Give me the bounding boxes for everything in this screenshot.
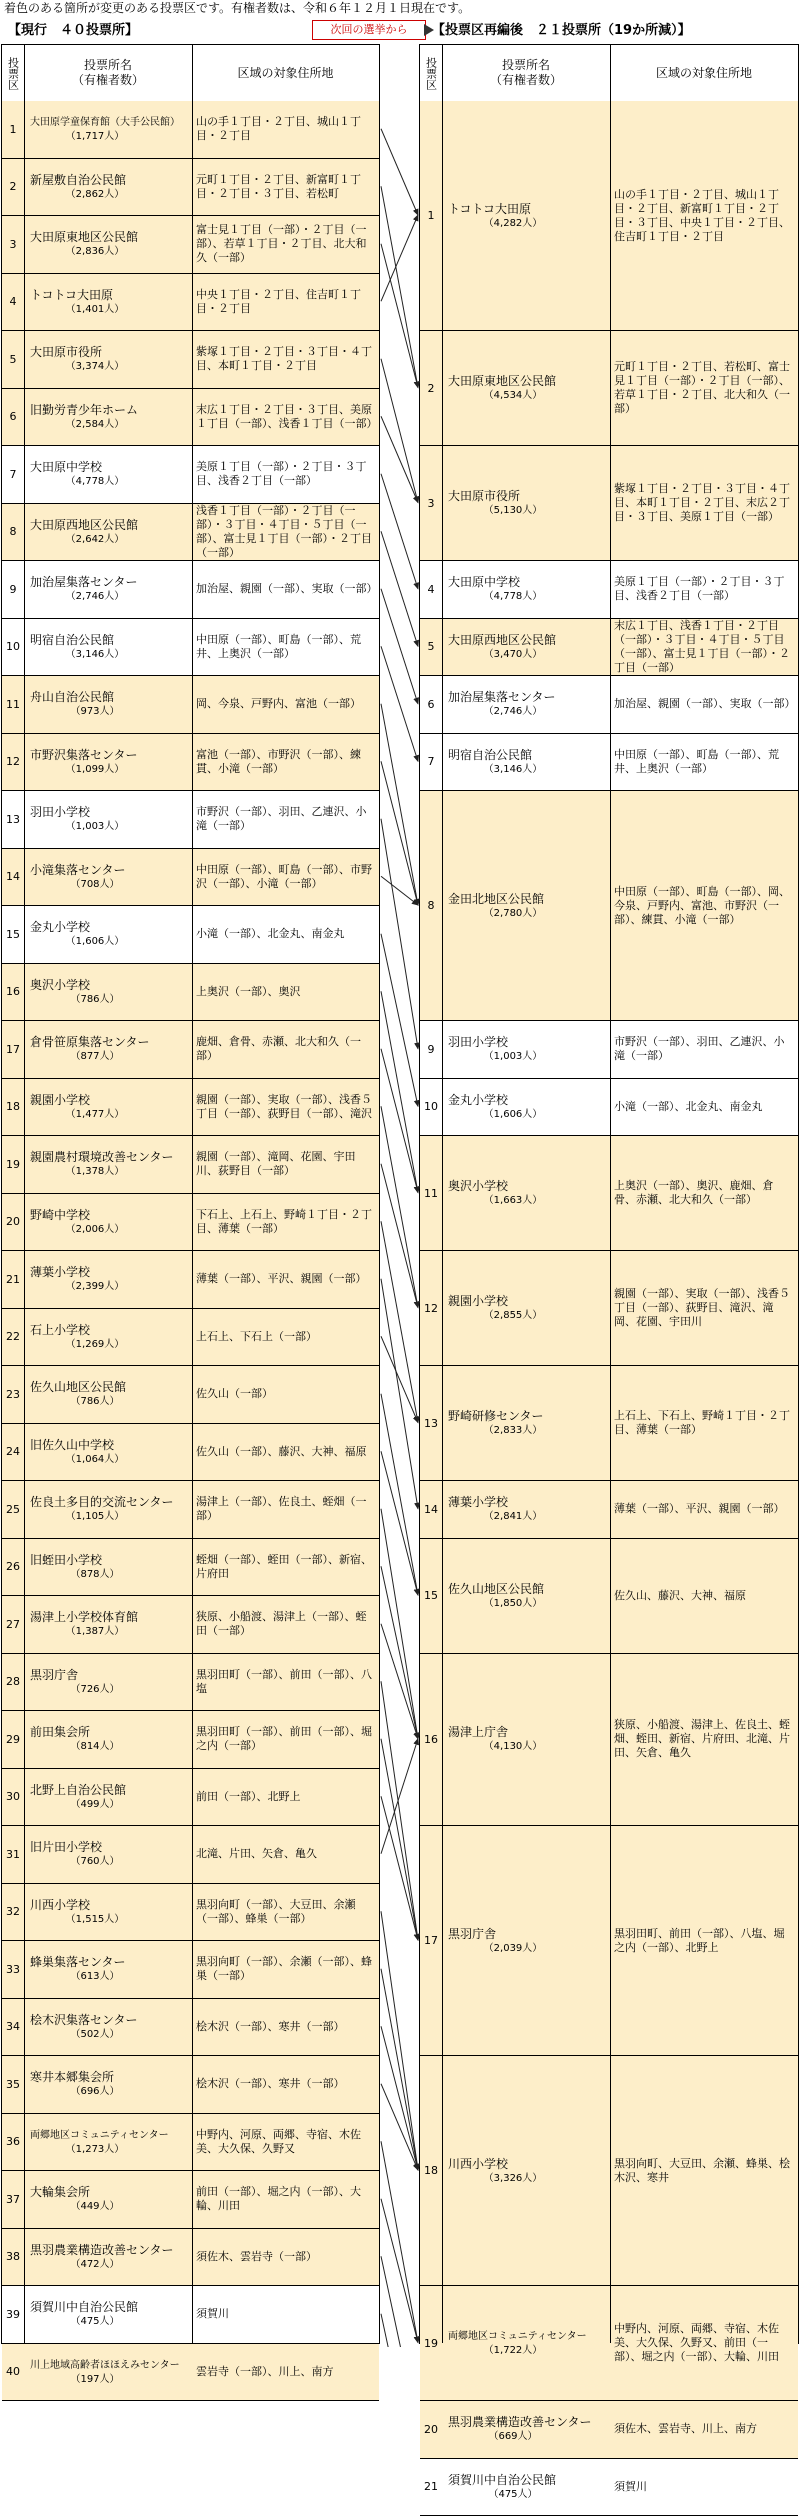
voter-count: （4,282人） — [448, 217, 578, 230]
polling-place-name: 大輪集会所 — [30, 2185, 192, 2200]
voter-count: （696人） — [30, 2085, 160, 2098]
precinct-number: 20 — [2, 1194, 24, 1251]
voter-count: （1,378人） — [30, 1165, 160, 1178]
mapping-arrow — [381, 876, 418, 905]
area-addresses: 下石上、上石上、野崎１丁目・２丁目、薄葉（一部） — [192, 1194, 379, 1251]
precinct-number: 19 — [420, 2286, 442, 2400]
mapping-arrow — [381, 244, 418, 388]
precinct-number: 16 — [420, 1654, 442, 1826]
precinct-number: 28 — [2, 1654, 24, 1711]
polling-place-name: 須賀川中自治公民館 — [30, 2300, 192, 2315]
polling-place-name: 薄葉小学校 — [448, 1495, 610, 1510]
area-addresses: 中野内、河原、両郷、寺宿、木佐美、大久保、久野又、前田（一部）、堀之内（一部）、大輪、川田 — [610, 2286, 798, 2400]
precinct-number: 29 — [2, 1711, 24, 1768]
precinct-number: 33 — [2, 1941, 24, 1998]
voter-count: （197人） — [30, 2373, 160, 2386]
polling-place-name: 親園小学校 — [30, 1093, 192, 1108]
area-addresses: 紫塚１丁目・２丁目・３丁目・４丁目、本町１丁目・２丁目、末広２丁目・３丁目、美原１丁目（一部） — [610, 446, 798, 560]
area-addresses: 須佐木、雲岩寺、川上、南方 — [610, 2401, 798, 2458]
precinct-number: 13 — [420, 1366, 442, 1480]
polling-place-name: 須賀川中自治公民館 — [448, 2473, 610, 2488]
area-addresses: 中田原（一部）、町島（一部）、荒井、上奥沢（一部） — [610, 734, 798, 791]
mapping-arrow — [381, 704, 418, 905]
current-title: 【現行 ４０投票所】 — [8, 22, 138, 40]
polling-place-name: 両郷地区コミュニティセンター — [448, 2329, 610, 2344]
voter-count: （1,105人） — [30, 1510, 160, 1523]
area-addresses: 中野内、河原、両郷、寺宿、木佐美、大久保、久野又 — [192, 2114, 379, 2171]
area-addresses: 須佐木、雲岩寺（一部） — [192, 2229, 379, 2286]
area-addresses: 薄葉（一部）、平沢、親園（一部） — [192, 1251, 379, 1308]
mapping-arrow — [381, 1106, 418, 1307]
area-addresses: 桧木沢（一部）、寒井（一部） — [192, 2056, 379, 2113]
area-addresses: 北滝、片田、矢倉、亀久 — [192, 1826, 379, 1883]
voter-count: （2,746人） — [448, 705, 578, 718]
polling-place-name: 野崎研修センター — [448, 1409, 610, 1424]
voter-count: （5,130人） — [448, 504, 578, 517]
mapping-arrow — [381, 646, 418, 761]
voter-count: （475人） — [30, 2315, 160, 2328]
area-addresses: 蛭畑（一部）、蛭田（一部）、新宿、片府田 — [192, 1539, 379, 1596]
voter-count: （1,064人） — [30, 1453, 160, 1466]
polling-place-name: 黒羽庁舎 — [448, 1927, 610, 1942]
col-name-header: 投票所名 （有権者数） — [24, 45, 192, 101]
polling-place-name: 明宿自治公民館 — [30, 633, 192, 648]
area-addresses: 黒羽向町（一部）、余瀬（一部）、蜂巣（一部） — [192, 1941, 379, 1998]
area-addresses: 上奥沢（一部）、奥沢、鹿畑、倉骨、赤瀬、北大和久（一部） — [610, 1136, 798, 1250]
mapping-arrow — [381, 1049, 418, 1193]
area-addresses: 前田（一部）、北野上 — [192, 1769, 379, 1826]
area-addresses: 中田原（一部）、町島（一部）、荒井、上奥沢（一部） — [192, 619, 379, 676]
voter-count: （1,003人） — [30, 820, 160, 833]
voter-count: （708人） — [30, 878, 160, 891]
precinct-number: 8 — [2, 504, 24, 561]
polling-place-name: 寒井本郷集会所 — [30, 2070, 192, 2085]
area-addresses: 前田（一部）、堀之内（一部）、大輪、川田 — [192, 2171, 379, 2228]
precinct-number: 31 — [2, 1826, 24, 1883]
mapping-arrow — [381, 1911, 418, 2170]
precinct-number: 11 — [2, 676, 24, 733]
area-addresses: 黒羽田町（一部）、前田（一部）、堀之内（一部） — [192, 1711, 379, 1768]
precinct-number: 2 — [420, 331, 442, 445]
voter-count: （449人） — [30, 2200, 160, 2213]
area-addresses: 市野沢（一部）、羽田、乙連沢、小滝（一部） — [610, 1021, 798, 1078]
voter-count: （1,269人） — [30, 1338, 160, 1351]
mapping-arrow — [381, 474, 418, 589]
polling-place-name: 新屋敷自治公民館 — [30, 173, 192, 188]
area-addresses: 岡、今泉、戸野内、富池（一部） — [192, 676, 379, 733]
area-addresses: 狭原、小船渡、湯津上（一部）、蛭田（一部） — [192, 1596, 379, 1653]
voter-count: （2,746人） — [30, 590, 160, 603]
polling-place-name: 大田原西地区公民館 — [448, 633, 610, 648]
polling-place-name: 明宿自治公民館 — [448, 748, 610, 763]
mapping-arrow — [381, 1739, 418, 1854]
precinct-number: 10 — [2, 619, 24, 676]
mapping-arrow — [381, 819, 418, 1049]
mapping-arrow — [381, 1739, 418, 1940]
area-addresses: 加治屋、親園（一部）、実取（一部） — [610, 676, 798, 733]
new-title: 【投票区再編後 ２１投票所（19か所減）】 — [432, 22, 691, 40]
voter-count: （499人） — [30, 1798, 160, 1811]
voter-count: （1,477人） — [30, 1108, 160, 1121]
area-addresses: 上石上、下石上（一部） — [192, 1309, 379, 1366]
polling-place-name: 旧片田小学校 — [30, 1840, 192, 1855]
precinct-number: 40 — [2, 2344, 24, 2401]
precinct-number: 14 — [420, 1481, 442, 1538]
polling-place-name: 倉骨笹原集落センター — [30, 1035, 192, 1050]
precinct-number: 12 — [420, 1251, 442, 1365]
voter-count: （2,039人） — [448, 1942, 578, 1955]
voter-count: （3,146人） — [30, 648, 160, 661]
voter-count: （760人） — [30, 1855, 160, 1868]
voter-count: （613人） — [30, 1970, 160, 1983]
voter-count: （2,841人） — [448, 1510, 578, 1523]
precinct-number: 6 — [420, 676, 442, 733]
polling-place-name: 大田原中学校 — [30, 460, 192, 475]
area-addresses: 親園（一部）、実取（一部）、浅香５丁目（一部）、荻野目、滝沢、滝岡、花園、宇田川 — [610, 1251, 798, 1365]
precinct-number: 3 — [2, 216, 24, 273]
precinct-number: 26 — [2, 1539, 24, 1596]
precinct-number: 19 — [2, 1136, 24, 1193]
precinct-number: 34 — [2, 1999, 24, 2056]
area-addresses: 佐久山（一部）、藤沢、大神、福原 — [192, 1424, 379, 1481]
voter-count: （502人） — [30, 2028, 160, 2041]
mapping-arrow — [381, 129, 418, 215]
precinct-number: 37 — [2, 2171, 24, 2228]
polling-place-name: 旧佐久山中学校 — [30, 1438, 192, 1453]
voter-count: （2,642人） — [30, 533, 160, 546]
polling-place-name: 親園小学校 — [448, 1294, 610, 1309]
area-addresses: 黒羽田町（一部）、前田（一部）、八塩 — [192, 1654, 379, 1711]
precinct-number: 2 — [2, 159, 24, 216]
precinct-number: 18 — [420, 2056, 442, 2285]
polling-place-name: トコトコ大田原 — [448, 202, 610, 217]
mapping-arrow — [381, 186, 418, 387]
precinct-number: 12 — [2, 734, 24, 791]
col-number-header: 投票区 — [420, 45, 442, 101]
precinct-number: 3 — [420, 446, 442, 560]
area-addresses: 富士見１丁目（一部）・２丁目（一部）、若草１丁目・２丁目、北大和久（一部） — [192, 216, 379, 273]
voter-count: （1,663人） — [448, 1194, 578, 1207]
precinct-number: 5 — [2, 331, 24, 388]
area-addresses: 佐久山（一部） — [192, 1366, 379, 1423]
voter-count: （2,399人） — [30, 1280, 160, 1293]
voter-count: （4,534人） — [448, 389, 578, 402]
precinct-number: 16 — [2, 964, 24, 1021]
precinct-number: 39 — [2, 2286, 24, 2343]
area-addresses: 佐久山、藤沢、大神、福原 — [610, 1539, 798, 1653]
next-election-badge: 次回の選挙から — [312, 20, 426, 40]
polling-place-name: 大田原東地区公民館 — [448, 374, 610, 389]
voter-count: （3,470人） — [448, 648, 578, 661]
polling-place-name: 湯津上小学校体育館 — [30, 1610, 192, 1625]
area-addresses: 中田原（一部）、町島（一部）、岡、今泉、戸野内、富池、市野沢（一部）、練貫、小滝（一部） — [610, 791, 798, 1020]
precinct-number: 8 — [420, 791, 442, 1020]
voter-count: （1,606人） — [30, 935, 160, 948]
mapping-arrow — [381, 1394, 418, 1595]
precinct-number: 35 — [2, 2056, 24, 2113]
voter-count: （4,778人） — [448, 590, 578, 603]
precinct-number: 4 — [420, 561, 442, 618]
area-addresses: 山の手１丁目・２丁目、城山１丁目・２丁目 — [192, 101, 379, 158]
area-addresses: 中央１丁目・２丁目、住吉町１丁目・２丁目 — [192, 274, 379, 331]
voter-count: （669人） — [448, 2430, 578, 2443]
mapping-arrow — [381, 1796, 418, 1940]
voter-count: （1,273人） — [30, 2143, 160, 2156]
voter-count: （1,401人） — [30, 303, 160, 316]
table-row — [420, 2401, 798, 2459]
area-addresses: 薄葉（一部）、平沢、親園（一部） — [610, 1481, 798, 1538]
area-addresses: 浅香１丁目（一部）・２丁目（一部）・３丁目・４丁目・５丁目（一部）、富士見１丁目（一部）・２丁目（一部） — [192, 504, 379, 561]
precinct-number: 36 — [2, 2114, 24, 2171]
precinct-number: 7 — [2, 446, 24, 503]
voter-count: （472人） — [30, 2258, 160, 2271]
voter-count: （1,515人） — [30, 1913, 160, 1926]
voter-count: （2,836人） — [30, 245, 160, 258]
mapping-arrow — [381, 2141, 418, 2342]
mapping-arrow — [381, 2199, 418, 2343]
precinct-number: 21 — [2, 1251, 24, 1308]
voter-count: （3,326人） — [448, 2172, 578, 2185]
precinct-number: 21 — [420, 2459, 442, 2516]
precinct-number: 17 — [2, 1021, 24, 1078]
precinct-number: 15 — [420, 1539, 442, 1653]
area-addresses: 元町１丁目・２丁目、新富町１丁目・２丁目・３丁目、若松町 — [192, 159, 379, 216]
precinct-number: 32 — [2, 1884, 24, 1941]
voter-count: （877人） — [30, 1050, 160, 1063]
area-addresses: 美原１丁目（一部）・２丁目・３丁目、浅香２丁目（一部） — [192, 446, 379, 503]
polling-place-name: 黒羽農業構造改善センター — [448, 2415, 610, 2430]
polling-place-name: 親園農村環境改善センター — [30, 1150, 192, 1165]
area-addresses: 富池（一部）、市野沢（一部）、練貫、小滝（一部） — [192, 734, 379, 791]
precinct-number: 15 — [2, 906, 24, 963]
polling-place-name: 前田集会所 — [30, 1725, 192, 1740]
precinct-number: 24 — [2, 1424, 24, 1481]
col-area-header: 区域の対象住所地 — [192, 45, 379, 101]
mapping-arrow — [381, 1509, 418, 1739]
polling-place-name: 舟山自治公民館 — [30, 690, 192, 705]
col-number-header: 投票区 — [2, 45, 24, 101]
area-addresses: 上奥沢（一部）、奥沢 — [192, 964, 379, 1021]
polling-place-name: 旧蛭田小学校 — [30, 1553, 192, 1568]
precinct-number: 5 — [420, 619, 442, 676]
precinct-number: 6 — [2, 389, 24, 446]
polling-place-name: 桧木沢集落センター — [30, 2013, 192, 2028]
polling-place-name: 旧勤労青少年ホーム — [30, 403, 192, 418]
table-row — [2, 2344, 379, 2402]
polling-place-name: 蜂巣集落センター — [30, 1955, 192, 1970]
area-addresses: 小滝（一部）、北金丸、南金丸 — [192, 906, 379, 963]
polling-place-name: 薄葉小学校 — [30, 1265, 192, 1280]
voter-count: （3,146人） — [448, 763, 578, 776]
area-addresses: 末広１丁目、浅香１丁目・２丁目（一部）・３丁目・４丁目・５丁目（一部）、富士見１丁目（一部）・２丁目（一部） — [610, 619, 798, 676]
mapping-arrow — [381, 761, 418, 905]
precinct-number: 30 — [2, 1769, 24, 1826]
polling-place-name: 黒羽庁舎 — [30, 1668, 192, 1683]
precinct-number: 27 — [2, 1596, 24, 1653]
precinct-number: 11 — [420, 1136, 442, 1250]
precinct-number: 23 — [2, 1366, 24, 1423]
area-addresses: 湯津上（一部）、佐良土、蛭畑（一部） — [192, 1481, 379, 1538]
polling-place-name: 金丸小学校 — [30, 920, 192, 935]
voter-count: （1,099人） — [30, 763, 160, 776]
polling-place-name: 川上地域高齢者ほほえみセンター — [30, 2358, 192, 2373]
mapping-arrow — [381, 1336, 418, 1422]
polling-place-name: 佐良土多目的交流センター — [30, 1495, 192, 1510]
precinct-number: 9 — [420, 1021, 442, 1078]
precinct-number: 14 — [2, 849, 24, 906]
polling-place-name: 大田原学童保育館（大手公民館） — [30, 115, 192, 130]
mapping-arrow — [381, 1566, 418, 1739]
polling-place — [442, 2459, 610, 2516]
polling-place-name: 大田原市役所 — [448, 489, 610, 504]
voter-count: （475人） — [448, 2488, 578, 2501]
mapping-arrow — [381, 1164, 418, 1308]
col-name-header: 投票所名 （有権者数） — [442, 45, 610, 101]
polling-place-name: 大田原市役所 — [30, 345, 192, 360]
polling-place-name: 石上小学校 — [30, 1323, 192, 1338]
precinct-number: 9 — [2, 561, 24, 618]
precinct-number: 38 — [2, 2229, 24, 2286]
precinct-number: 10 — [420, 1079, 442, 1136]
area-addresses: 鹿畑、倉骨、赤瀬、北大和久（一部） — [192, 1021, 379, 1078]
area-addresses: 須賀川 — [192, 2286, 379, 2343]
polling-place-name: 湯津上庁舎 — [448, 1725, 610, 1740]
polling-place-name: 加治屋集落センター — [30, 575, 192, 590]
polling-place-name: 野崎中学校 — [30, 1208, 192, 1223]
voter-count: （2,855人） — [448, 1309, 578, 1322]
voter-count: （1,850人） — [448, 1597, 578, 1610]
notice-text: 着色のある箇所が変更のある投票区です。有権者数は、令和６年１２月１日現在です。 — [4, 0, 796, 16]
area-addresses: 市野沢（一部）、羽田、乙連沢、小滝（一部） — [192, 791, 379, 848]
voter-count: （1,387人） — [30, 1625, 160, 1638]
area-addresses: 親園（一部）、実取（一部）、浅香５丁目（一部）、荻野目（一部）、滝沢 — [192, 1079, 379, 1136]
area-addresses: 美原１丁目（一部）・２丁目・３丁目、浅香２丁目（一部） — [610, 561, 798, 618]
voter-count: （1,722人） — [448, 2344, 578, 2357]
mapping-arrow — [381, 2026, 418, 2170]
precinct-number: 18 — [2, 1079, 24, 1136]
area-addresses: 小滝（一部）、北金丸、南金丸 — [610, 1079, 798, 1136]
polling-place-name: 奥沢小学校 — [30, 978, 192, 993]
voter-count: （814人） — [30, 1740, 160, 1753]
polling-place-name: 市野沢集落センター — [30, 748, 192, 763]
voter-count: （878人） — [30, 1568, 160, 1581]
area-addresses: 黒羽向町、大豆田、余瀬、蜂巣、桧木沢、寒井 — [610, 2056, 798, 2285]
mapping-arrow — [381, 531, 418, 646]
voter-count: （1,717人） — [30, 130, 160, 143]
area-addresses: 中田原（一部）、町島（一部）、市野沢（一部）、小滝（一部） — [192, 849, 379, 906]
area-addresses: 雲岩寺（一部）、川上、南方 — [192, 2344, 379, 2401]
polling-place-name: 黒羽農業構造改善センター — [30, 2243, 192, 2258]
polling-place-name: 北野上自治公民館 — [30, 1783, 192, 1798]
area-addresses: 黒羽田町、前田（一部）、八塩、堀之内（一部）、北野上 — [610, 1826, 798, 2055]
polling-place-name: 両郷地区コミュニティセンター — [30, 2128, 192, 2143]
polling-place-name: 佐久山地区公民館 — [30, 1380, 192, 1395]
polling-place-name: 羽田小学校 — [30, 805, 192, 820]
polling-place-name: 小滝集落センター — [30, 863, 192, 878]
voter-count: （786人） — [30, 1395, 160, 1408]
polling-place-name: 大田原中学校 — [448, 575, 610, 590]
area-addresses: 親園（一部）、滝岡、花園、宇田川、荻野目（一部） — [192, 1136, 379, 1193]
precinct-number: 22 — [2, 1309, 24, 1366]
area-addresses: 狭原、小船渡、湯津上、佐良土、蛭畑、蛭田、新宿、片府田、北滝、片田、矢倉、亀久 — [610, 1654, 798, 1826]
polling-place-name: 川西小学校 — [448, 2157, 610, 2172]
voter-count: （726人） — [30, 1683, 160, 1696]
polling-place-name: 加治屋集落センター — [448, 690, 610, 705]
voter-count: （1,606人） — [448, 1108, 578, 1121]
voter-count: （973人） — [30, 705, 160, 718]
precinct-number: 7 — [420, 734, 442, 791]
polling-place-name: 金丸小学校 — [448, 1093, 610, 1108]
precinct-number: 17 — [420, 1826, 442, 2055]
voter-count: （2,584人） — [30, 418, 160, 431]
area-addresses: 桧木沢（一部）、寒井（一部） — [192, 1999, 379, 2056]
precinct-number: 13 — [2, 791, 24, 848]
polling-place-name: 川西小学校 — [30, 1898, 192, 1913]
voter-count: （2,833人） — [448, 1424, 578, 1437]
mapping-arrow — [381, 359, 418, 503]
area-addresses: 末広１丁目・２丁目・３丁目、美原１丁目（一部）、浅香１丁目（一部） — [192, 389, 379, 446]
voter-count: （2,006人） — [30, 1223, 160, 1236]
polling-place — [24, 2344, 192, 2401]
voter-count: （4,130人） — [448, 1740, 578, 1753]
area-addresses: 元町１丁目・２丁目、若松町、富士見１丁目（一部）・２丁目（一部）、若草１丁目・２丁目、北大和久（一部） — [610, 331, 798, 445]
voter-count: （1,003人） — [448, 1050, 578, 1063]
table-row — [420, 2459, 798, 2516]
polling-place-name: トコトコ大田原 — [30, 288, 192, 303]
precinct-number: 4 — [2, 274, 24, 331]
polling-place-name: 佐久山地区公民館 — [448, 1582, 610, 1597]
area-addresses: 上石上、下石上、野崎１丁目・２丁目、薄葉（一部） — [610, 1366, 798, 1480]
col-area-header: 区域の対象住所地 — [610, 45, 798, 101]
area-addresses: 黒羽向町（一部）、大豆田、余瀬（一部）、蜂巣（一部） — [192, 1884, 379, 1941]
area-addresses: 山の手１丁目・２丁目、城山１丁目・２丁目、新富町１丁目・２丁目・３丁目、中央１丁目・２丁目、住吉町１丁目・２丁目 — [610, 101, 798, 330]
area-addresses: 須賀川 — [610, 2459, 798, 2516]
polling-place-name: 奥沢小学校 — [448, 1179, 610, 1194]
precinct-number: 25 — [2, 1481, 24, 1538]
area-addresses: 加治屋、親園（一部）、実取（一部） — [192, 561, 379, 618]
voter-count: （786人） — [30, 993, 160, 1006]
precinct-number: 1 — [2, 101, 24, 158]
voter-count: （2,780人） — [448, 907, 578, 920]
polling-place-name: 羽田小学校 — [448, 1035, 610, 1050]
voter-count: （2,862人） — [30, 188, 160, 201]
polling-place-name: 金田北地区公民館 — [448, 892, 610, 907]
polling-place-name: 大田原東地区公民館 — [30, 230, 192, 245]
mapping-arrow — [381, 1969, 418, 2170]
voter-count: （4,778人） — [30, 475, 160, 488]
precinct-number: 1 — [420, 101, 442, 330]
voter-count: （3,374人） — [30, 360, 160, 373]
polling-place-name: 大田原西地区公民館 — [30, 518, 192, 533]
mapping-arrow — [381, 589, 418, 704]
precinct-number: 20 — [420, 2401, 442, 2458]
area-addresses: 紫塚１丁目・２丁目・３丁目・４丁目、本町１丁目・２丁目 — [192, 331, 379, 388]
polling-place — [442, 2401, 610, 2458]
